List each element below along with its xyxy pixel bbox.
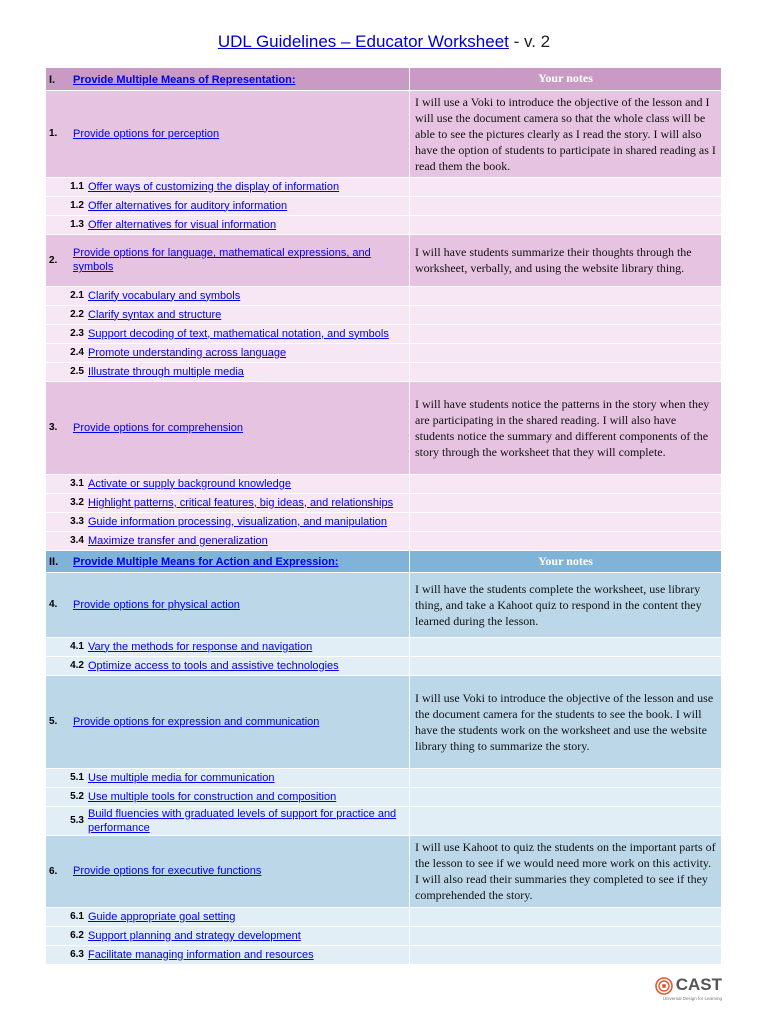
cast-logo-tagline: Universal Design for Learning: [662, 996, 722, 1001]
section-numeral: II.: [49, 556, 59, 568]
guideline-cell: [46, 572, 410, 637]
guideline-row: [46, 675, 721, 768]
checkpoint-row: [46, 215, 721, 234]
checkpoint-row: [46, 196, 721, 215]
checkpoint-row: [46, 512, 721, 531]
checkpoint-row: [46, 806, 721, 835]
checkpoint-notes-cell[interactable]: [410, 637, 722, 656]
checkpoint-cell: [46, 945, 410, 964]
notes-cell[interactable]: I will have students summarize their thoughts through the worksheet, verbally, and using the website library thing.: [410, 234, 722, 286]
checkpoint-number: 5.3: [70, 815, 84, 826]
checkpoint-cell: [46, 531, 410, 550]
checkpoint-notes-cell[interactable]: [410, 343, 722, 362]
guideline-link[interactable]: Provide options for expression and communication: [73, 715, 320, 728]
guideline-cell: [46, 675, 410, 768]
checkpoint-cell: [46, 493, 410, 512]
checkpoint-row: [46, 324, 721, 343]
checkpoint-row: [46, 907, 721, 926]
checkpoint-cell: [46, 305, 410, 324]
checkpoint-link[interactable]: Illustrate through multiple media: [88, 365, 244, 378]
guideline-cell: [46, 835, 410, 907]
page-title: [0, 32, 768, 52]
section-title-cell: [46, 550, 410, 572]
checkpoint-cell: [46, 806, 410, 835]
checkpoint-link[interactable]: Optimize access to tools and assistive technologies: [88, 659, 339, 672]
checkpoint-cell: [46, 768, 410, 787]
checkpoint-number: 2.1: [70, 290, 84, 301]
checkpoint-cell: [46, 512, 410, 531]
guideline-row: [46, 835, 721, 907]
checkpoint-number: 3.2: [70, 497, 84, 508]
checkpoint-number: 2.5: [70, 366, 84, 377]
guideline-cell: [46, 234, 410, 286]
checkpoint-notes-cell[interactable]: [410, 656, 722, 675]
checkpoint-cell: [46, 177, 410, 196]
checkpoint-number: 1.3: [70, 219, 84, 230]
checkpoint-row: [46, 531, 721, 550]
checkpoint-row: [46, 656, 721, 675]
section-header-row: [46, 550, 721, 572]
guideline-number: 1.: [49, 128, 58, 139]
checkpoint-cell: [46, 474, 410, 493]
checkpoint-row: [46, 945, 721, 964]
checkpoint-number: 6.2: [70, 930, 84, 941]
checkpoint-notes-cell[interactable]: [410, 787, 722, 806]
guideline-row: [46, 234, 721, 286]
notes-cell[interactable]: I will have the students complete the worksheet, use library thing, and take a Kahoot quiz to respond in the content they learned during the lesson.: [410, 572, 722, 637]
checkpoint-link[interactable]: Offer alternatives for auditory information: [88, 199, 288, 212]
checkpoint-number: 5.2: [70, 791, 84, 802]
checkpoint-notes-cell[interactable]: [410, 305, 722, 324]
checkpoint-row: [46, 474, 721, 493]
checkpoint-link[interactable]: Use multiple media for communication: [88, 771, 275, 784]
checkpoint-notes-cell[interactable]: [410, 196, 722, 215]
checkpoint-row: [46, 637, 721, 656]
guideline-row: [46, 572, 721, 637]
notes-cell[interactable]: I will use a Voki to introduce the objective of the lesson and I will use the document camera so that the whole class will be able to see the pictures clearly as I read the story. I will also have the option of students to participate in shared reading as I read them the book.: [410, 90, 722, 177]
section-title-link[interactable]: Provide Multiple Means of Representation:: [73, 73, 296, 86]
checkpoint-cell: [46, 787, 410, 806]
checkpoint-cell: [46, 324, 410, 343]
checkpoint-notes-cell[interactable]: [410, 768, 722, 787]
checkpoint-cell: [46, 343, 410, 362]
section-numeral: I.: [49, 73, 56, 86]
checkpoint-link[interactable]: Build fluencies with graduated levels of support for practice and performance: [88, 807, 397, 834]
checkpoint-link[interactable]: Activate or supply background knowledge: [88, 477, 292, 490]
checkpoint-number: 2.3: [70, 328, 84, 339]
guideline-number: 4.: [49, 599, 58, 610]
checkpoint-link[interactable]: Facilitate managing information and resources: [88, 948, 314, 961]
checkpoint-link[interactable]: Clarify vocabulary and symbols: [88, 289, 241, 302]
checkpoint-number: 4.2: [70, 660, 84, 671]
checkpoint-notes-cell[interactable]: [410, 324, 722, 343]
checkpoint-row: [46, 362, 721, 381]
checkpoint-number: 2.2: [70, 309, 84, 320]
checkpoint-row: [46, 305, 721, 324]
guideline-number: 5.: [49, 716, 58, 727]
checkpoint-notes-cell[interactable]: [410, 362, 722, 381]
checkpoint-cell: [46, 656, 410, 675]
guideline-link[interactable]: Provide options for language, mathematical expressions, and symbols: [73, 247, 371, 273]
checkpoint-row: [46, 768, 721, 787]
notes-cell[interactable]: I will use Voki to introduce the objective of the lesson and use the document camera for the students to see the book. I will have the students work on the worksheet and use the website library thing to summarize the story.: [410, 675, 722, 768]
checkpoint-notes-cell[interactable]: [410, 945, 722, 964]
cast-logo-name: CAST: [675, 975, 722, 994]
checkpoint-notes-cell[interactable]: [410, 286, 722, 305]
notes-header: Your notes: [410, 68, 722, 90]
checkpoint-link[interactable]: Promote understanding across language: [88, 346, 287, 359]
title-version: - v. 2: [508, 32, 551, 51]
checkpoint-cell: [46, 926, 410, 945]
checkpoint-link[interactable]: Guide appropriate goal setting: [88, 910, 236, 923]
checkpoint-link[interactable]: Use multiple tools for construction and composition: [88, 790, 337, 803]
guideline-cell: [46, 381, 410, 474]
guideline-number: 2.: [49, 254, 58, 266]
title-link[interactable]: UDL Guidelines – Educator Worksheet: [217, 32, 509, 51]
cast-logo: [655, 975, 722, 1001]
checkpoint-row: [46, 493, 721, 512]
worksheet-table: [46, 68, 721, 965]
checkpoint-number: 3.1: [70, 478, 84, 489]
checkpoint-number: 2.4: [70, 347, 84, 358]
checkpoint-row: [46, 787, 721, 806]
checkpoint-notes-cell[interactable]: [410, 512, 722, 531]
section-title-link[interactable]: Provide Multiple Means for Action and Expression:: [73, 556, 339, 568]
checkpoint-notes-cell[interactable]: [410, 531, 722, 550]
guideline-link[interactable]: Provide options for comprehension: [73, 421, 243, 434]
checkpoint-cell: [46, 286, 410, 305]
checkpoint-link[interactable]: Support planning and strategy development: [88, 929, 301, 942]
guideline-row: [46, 90, 721, 177]
checkpoint-notes-cell[interactable]: [410, 907, 722, 926]
checkpoint-number: 3.3: [70, 516, 84, 527]
checkpoint-number: 4.1: [70, 641, 84, 652]
guideline-link[interactable]: Provide options for perception: [73, 127, 220, 140]
checkpoint-notes-cell[interactable]: [410, 493, 722, 512]
checkpoint-cell: [46, 215, 410, 234]
checkpoint-link[interactable]: Maximize transfer and generalization: [88, 534, 268, 547]
checkpoint-number: 3.4: [70, 535, 84, 546]
checkpoint-cell: [46, 637, 410, 656]
section-title-cell: [46, 68, 410, 90]
guideline-cell: [46, 90, 410, 177]
checkpoint-notes-cell[interactable]: [410, 215, 722, 234]
checkpoint-number: 6.1: [70, 911, 84, 922]
checkpoint-row: [46, 343, 721, 362]
guideline-link[interactable]: Provide options for executive functions: [73, 865, 262, 877]
checkpoint-link[interactable]: Highlight patterns, critical features, big ideas, and relationships: [88, 496, 394, 509]
checkpoint-cell: [46, 196, 410, 215]
checkpoint-row: [46, 286, 721, 305]
guideline-number: 3.: [49, 422, 58, 433]
checkpoint-cell: [46, 362, 410, 381]
checkpoint-cell: [46, 907, 410, 926]
notes-cell[interactable]: I will have students notice the patterns in the story when they are participating in the shared reading. I will also have students notice the summary and different components of the story through the worksheet that they will complete.: [410, 381, 722, 474]
checkpoint-number: 6.3: [70, 949, 84, 960]
checkpoint-link[interactable]: Offer alternatives for visual information: [88, 218, 277, 231]
guideline-number: 6.: [49, 865, 58, 877]
checkpoint-link[interactable]: Clarify syntax and structure: [88, 308, 222, 321]
checkpoint-link[interactable]: Support decoding of text, mathematical notation, and symbols: [88, 327, 389, 340]
cast-logo-icon: [655, 977, 673, 995]
guideline-row: [46, 381, 721, 474]
checkpoint-notes-cell[interactable]: [410, 474, 722, 493]
checkpoint-notes-cell[interactable]: [410, 806, 722, 835]
checkpoint-notes-cell[interactable]: [410, 177, 722, 196]
checkpoint-notes-cell[interactable]: [410, 926, 722, 945]
notes-cell[interactable]: I will use Kahoot to quiz the students on the important parts of the lesson to see if we would need more work on this activity. I will also read their summaries they completed to see if they comprehended the story.: [410, 835, 722, 907]
checkpoint-number: 1.1: [70, 181, 84, 192]
checkpoint-row: [46, 177, 721, 196]
section-header-row: [46, 68, 721, 90]
checkpoint-link[interactable]: Vary the methods for response and navigation: [88, 640, 313, 653]
checkpoint-number: 1.2: [70, 200, 84, 211]
checkpoint-number: 5.1: [70, 772, 84, 783]
checkpoint-link[interactable]: Guide information processing, visualization, and manipulation: [88, 515, 388, 528]
checkpoint-row: [46, 926, 721, 945]
checkpoint-link[interactable]: Offer ways of customizing the display of information: [88, 180, 340, 193]
guideline-link[interactable]: Provide options for physical action: [73, 598, 240, 611]
notes-header: Your notes: [410, 550, 722, 572]
